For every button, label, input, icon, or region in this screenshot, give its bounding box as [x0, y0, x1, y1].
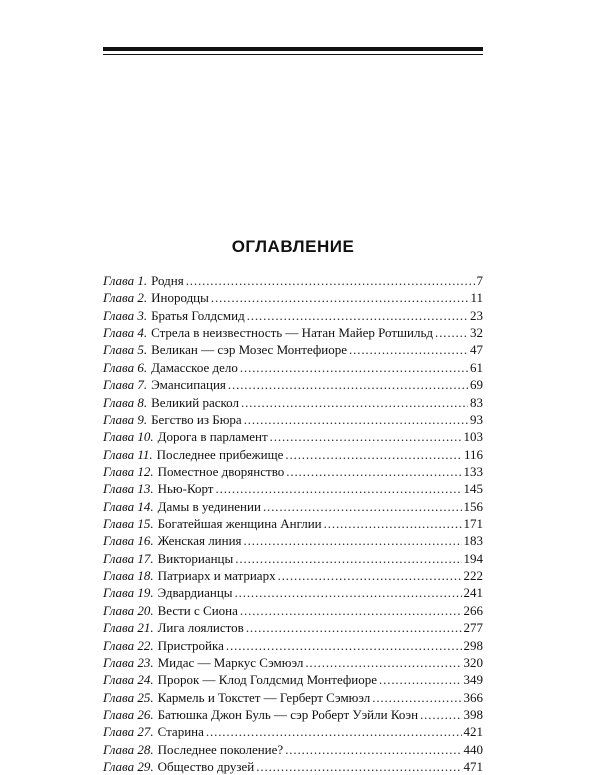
toc-entry — [103, 741, 483, 758]
chapter-title: Патриарх и матриарх — [157, 568, 276, 584]
dot-leader — [285, 741, 461, 758]
chapter-title: Батюшка Джон Буль — сэр Роберт Уэйли Коэн — [157, 706, 419, 722]
toc-entry — [103, 706, 483, 723]
table-of-contents — [103, 272, 483, 775]
page-title: ОГЛАВЛЕНИЕ — [231, 237, 355, 256]
chapter-label: Глава 11. — [103, 446, 153, 462]
toc-entry — [103, 637, 483, 654]
page-number: 222 — [463, 568, 483, 584]
page-number: 93 — [470, 411, 483, 427]
chapter-label: Глава 7. — [103, 377, 148, 393]
dot-leader — [235, 550, 461, 567]
chapter-title: Великан — сэр Мозес Монтефиоре — [151, 342, 348, 358]
toc-entry — [103, 515, 483, 532]
chapter-label: Глава 21. — [103, 620, 154, 636]
chapter-label: Глава 1. — [103, 273, 148, 288]
page-number: 320 — [463, 654, 483, 670]
chapter-label: Глава 15. — [103, 516, 154, 532]
page-number: 116 — [463, 446, 483, 462]
page-number: 421 — [463, 724, 483, 740]
page-number: 171 — [463, 516, 483, 532]
chapter-label: Глава 9. — [103, 411, 148, 427]
chapter-label: Глава 16. — [103, 533, 154, 549]
page-number: 241 — [463, 585, 483, 601]
chapter-title: Дамасское дело — [151, 359, 238, 375]
chapter-label: Глава 12. — [103, 463, 154, 479]
chapter-title: Последнее прибежище — [156, 446, 284, 462]
dot-leader — [420, 706, 461, 723]
dot-leader — [263, 498, 462, 515]
toc-entry — [103, 550, 483, 567]
chapter-title: Мидас — Маркус Сэмюэл — [157, 654, 304, 670]
chapter-title: Богатейшая женщина Англии — [157, 516, 322, 532]
page-number: 194 — [463, 550, 483, 566]
chapter-label: Глава 13. — [103, 481, 154, 497]
page-number: 156 — [463, 498, 483, 514]
chapter-title: Нью-Корт — [157, 481, 214, 497]
chapter-label: Глава 29. — [103, 759, 154, 775]
page-number: 133 — [463, 463, 483, 479]
dot-leader — [244, 411, 468, 428]
chapter-title: Кармель и Токстет — Герберт Сэмюэл — [157, 689, 371, 705]
chapter-label: Глава 19. — [103, 585, 154, 601]
page-number: 145 — [463, 481, 483, 497]
toc-entry — [103, 758, 483, 775]
dot-leader — [305, 654, 461, 671]
chapter-title: Родня — [151, 273, 184, 288]
chapter-label: Глава 4. — [103, 325, 148, 341]
dot-leader — [241, 394, 468, 411]
chapter-title: Инородцы — [151, 290, 209, 306]
chapter-title: Лига лоялистов — [157, 620, 244, 636]
toc-entry — [103, 446, 483, 463]
page-number: 11 — [470, 290, 483, 306]
chapter-title: Эмансипация — [151, 377, 226, 393]
chapter-label: Глава 25. — [103, 689, 154, 705]
chapter-label: Глава 23. — [103, 654, 154, 670]
toc-entry — [103, 480, 483, 497]
dot-leader — [246, 619, 462, 636]
chapter-label: Глава 14. — [103, 498, 154, 514]
toc-entry — [103, 359, 483, 376]
dot-leader — [206, 723, 462, 740]
toc-entry — [103, 341, 483, 358]
page-number: 366 — [463, 689, 483, 705]
chapter-label: Глава 27. — [103, 724, 154, 740]
dot-leader — [244, 532, 462, 549]
dot-leader — [235, 584, 462, 601]
toc-entry — [103, 376, 483, 393]
page-number: 32 — [470, 325, 483, 341]
toc-entry — [103, 567, 483, 584]
toc-entry — [103, 272, 483, 289]
dot-leader — [278, 567, 462, 584]
dot-leader — [240, 359, 468, 376]
chapter-label: Глава 26. — [103, 706, 154, 722]
chapter-title: Братья Голдсмид — [151, 307, 245, 323]
page-number: 69 — [470, 377, 483, 393]
chapter-label: Глава 20. — [103, 602, 154, 618]
chapter-label: Глава 5. — [103, 342, 148, 358]
page-number: 298 — [463, 637, 483, 653]
chapter-label: Глава 6. — [103, 359, 148, 375]
chapter-title: Стрела в неизвестность — Натан Майер Ротшильд — [151, 325, 434, 341]
chapter-label: Глава 22. — [103, 637, 154, 653]
dot-leader — [226, 637, 462, 654]
chapter-title: Дорога в парламент — [157, 429, 268, 445]
chapter-title: Бегство из Бюра — [151, 411, 242, 427]
page-number: 266 — [463, 602, 483, 618]
chapter-title: Викторианцы — [157, 550, 234, 566]
chapter-label: Глава 28. — [103, 741, 154, 757]
chapter-label: Глава 8. — [103, 394, 148, 410]
page-number: 61 — [470, 359, 483, 375]
chapter-title: Вести с Сиона — [157, 602, 238, 618]
page-number: 440 — [463, 741, 483, 757]
dot-leader — [372, 689, 461, 706]
chapter-label: Глава 2. — [103, 290, 148, 306]
chapter-title: Женская линия — [157, 533, 242, 549]
chapter-title: Пристройка — [157, 637, 224, 653]
chapter-title: Старина — [157, 724, 204, 740]
header-rule-thin — [103, 54, 483, 55]
chapter-title: Общество друзей — [157, 759, 255, 775]
dot-leader — [349, 341, 468, 358]
toc-entry — [103, 289, 483, 306]
toc-entry — [103, 498, 483, 515]
chapter-title: Пророк — Клод Голдсмид Монтефиоре — [157, 672, 378, 688]
page-number: 7 — [476, 273, 483, 288]
chapter-title: Поместное дворянство — [157, 463, 285, 479]
dot-leader — [435, 324, 468, 341]
chapter-title: Эдвардианцы — [157, 585, 233, 601]
dot-leader — [186, 272, 475, 289]
toc-entry — [103, 689, 483, 706]
toc-entry — [103, 307, 483, 324]
toc-entry — [103, 723, 483, 740]
page-number: 398 — [463, 706, 483, 722]
page-number: 277 — [463, 620, 483, 636]
chapter-label: Глава 17. — [103, 550, 154, 566]
chapter-label: Глава 24. — [103, 672, 154, 688]
dot-leader — [211, 289, 469, 306]
chapter-label: Глава 10. — [103, 429, 154, 445]
dot-leader — [286, 463, 461, 480]
page-number: 47 — [470, 342, 483, 358]
toc-entry — [103, 532, 483, 549]
page-number: 103 — [463, 429, 483, 445]
chapter-title: Последнее поколение? — [157, 741, 284, 757]
toc-entry — [103, 324, 483, 341]
toc-entry — [103, 654, 483, 671]
dot-leader — [285, 446, 462, 463]
dot-leader — [247, 307, 468, 324]
dot-leader — [256, 758, 461, 775]
toc-entry — [103, 428, 483, 445]
dot-leader — [240, 602, 462, 619]
toc-entry — [103, 602, 483, 619]
toc-entry — [103, 463, 483, 480]
dot-leader — [379, 671, 461, 688]
toc-entry — [103, 671, 483, 688]
chapter-title: Дамы в уединении — [157, 498, 261, 514]
header-rule-thick — [103, 47, 483, 51]
dot-leader — [324, 515, 462, 532]
chapter-title: Великий раскол — [151, 394, 239, 410]
toc-entry — [103, 394, 483, 411]
toc-entry — [103, 584, 483, 601]
page-number: 349 — [463, 672, 483, 688]
page-number: 183 — [463, 533, 483, 549]
page-number: 471 — [463, 759, 483, 775]
toc-entry — [103, 619, 483, 636]
dot-leader — [270, 428, 462, 445]
chapter-label: Глава 3. — [103, 307, 148, 323]
toc-entry — [103, 411, 483, 428]
page-number: 23 — [470, 307, 483, 323]
page-number: 83 — [470, 394, 483, 410]
dot-leader — [228, 376, 468, 393]
dot-leader — [216, 480, 462, 497]
chapter-label: Глава 18. — [103, 568, 154, 584]
